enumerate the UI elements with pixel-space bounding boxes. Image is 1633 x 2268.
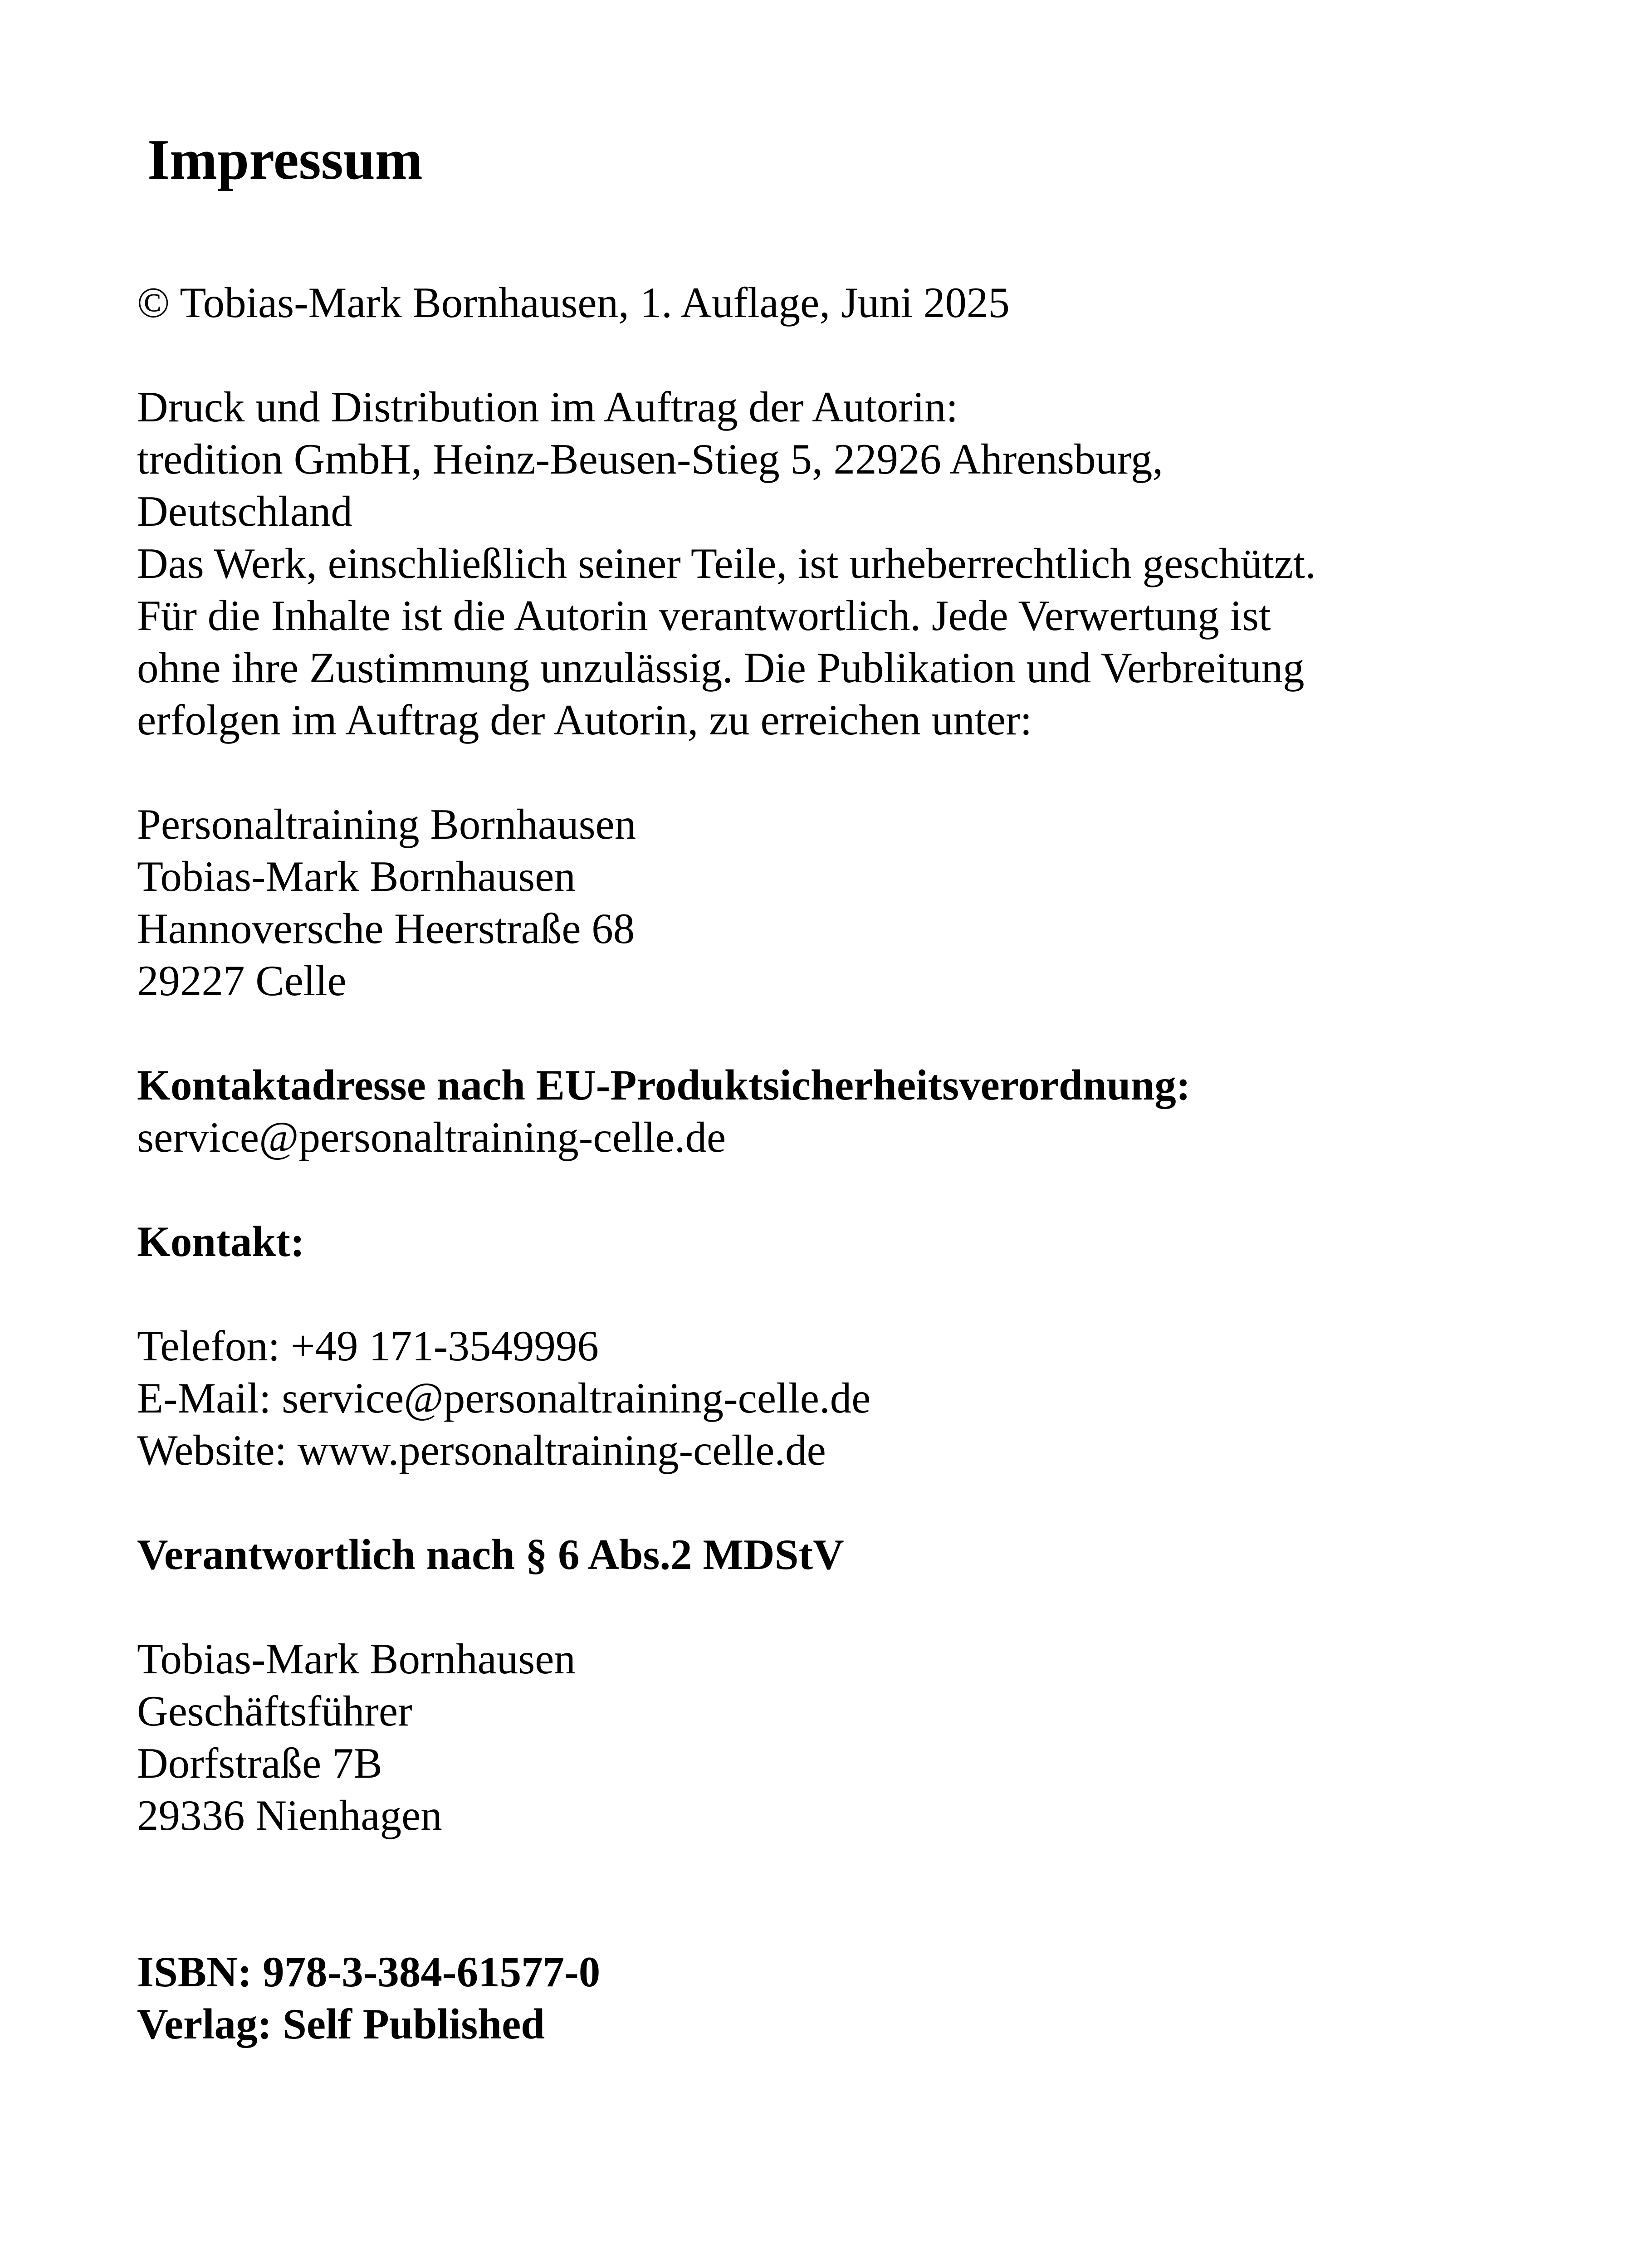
responsible-name: Tobias-Mark Bornhausen bbox=[137, 1635, 576, 1683]
publisher-line: Verlag: Self Published bbox=[137, 2000, 545, 2048]
distribution-line-5: Für die Inhalte ist die Autorin verantwortlich. Jede Verwertung ist bbox=[137, 591, 1271, 640]
distribution-line-6: ohne ihre Zustimmung unzulässig. Die Publikation und Verbreitung bbox=[137, 644, 1305, 692]
responsible-role: Geschäftsführer bbox=[137, 1687, 412, 1735]
distribution-line-2: tredition GmbH, Heinz-Beusen-Stieg 5, 22926 Ahrensburg, bbox=[137, 435, 1164, 483]
distribution-line-1: Druck und Distribution im Auftrag der Autorin: bbox=[137, 383, 958, 431]
contact-email: E-Mail: service@personaltraining-celle.de bbox=[137, 1374, 871, 1422]
contact-website: Website: www.personaltraining-celle.de bbox=[137, 1426, 826, 1474]
copyright-line: © Tobias-Mark Bornhausen, 1. Auflage, Juni 2025 bbox=[137, 279, 1010, 327]
address-street: Hannoversche Heerstraße 68 bbox=[137, 904, 635, 953]
responsible-heading: Verantwortlich nach § 6 Abs.2 MDStV bbox=[137, 1530, 844, 1579]
responsible-city: 29336 Nienhagen bbox=[137, 1791, 442, 1839]
distribution-line-4: Das Werk, einschließlich seiner Teile, ist urheberrechtlich geschützt. bbox=[137, 539, 1316, 587]
responsible-street: Dorfstraße 7B bbox=[137, 1739, 382, 1787]
address-company: Personaltraining Bornhausen bbox=[137, 800, 636, 848]
eu-contact-email: service@personaltraining-celle.de bbox=[137, 1113, 726, 1161]
page-title: Impressum bbox=[147, 128, 423, 191]
distribution-line-3: Deutschland bbox=[137, 487, 352, 535]
address-name: Tobias-Mark Bornhausen bbox=[137, 852, 576, 900]
contact-heading: Kontakt: bbox=[137, 1217, 305, 1266]
distribution-line-7: erfolgen im Auftrag der Autorin, zu erreichen unter: bbox=[137, 696, 1032, 744]
address-city: 29227 Celle bbox=[137, 957, 347, 1005]
isbn-line: ISBN: 978-3-384-61577-0 bbox=[137, 1948, 601, 1996]
eu-contact-heading: Kontaktadresse nach EU-Produktsicherheitsverordnung: bbox=[137, 1061, 1191, 1109]
contact-phone: Telefon: +49 171-3549996 bbox=[137, 1322, 599, 1370]
